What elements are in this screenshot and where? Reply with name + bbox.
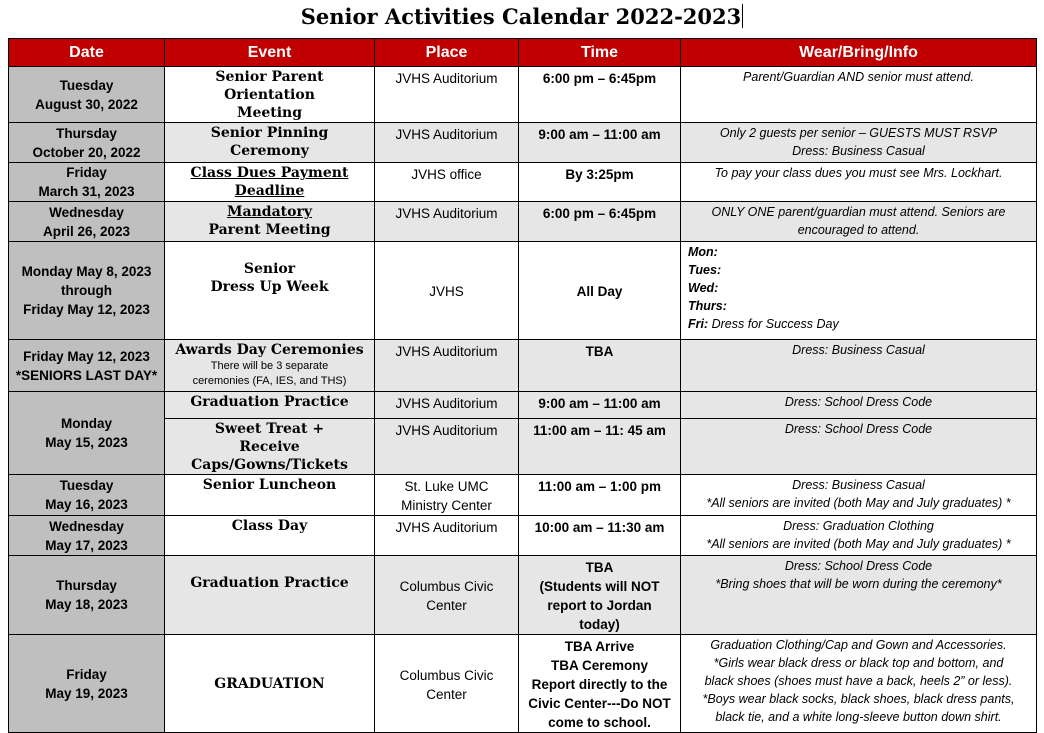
- date-line: Friday May 12, 2023: [23, 348, 150, 364]
- time-cell: 9:00 am – 11:00 am: [519, 123, 681, 163]
- place-cell: JVHS Auditorium: [375, 392, 519, 419]
- info-cell: Parent/Guardian AND senior must attend.: [681, 67, 1037, 123]
- event-cell: [165, 67, 375, 123]
- event-subtext: There will be 3 separate: [210, 360, 329, 372]
- date-cell: [9, 67, 165, 123]
- info-cell: To pay your class dues you must see Mrs. Lockhart.: [681, 163, 1037, 202]
- page-title: [0, 2, 1044, 32]
- place-cell: JVHS Auditorium: [375, 123, 519, 163]
- place-cell: JVHS Auditorium: [375, 202, 519, 242]
- date-cell: [9, 635, 165, 733]
- date-line: Tuesday: [59, 77, 114, 93]
- info-line: *All seniors are invited (both May and July graduates) *: [706, 496, 1011, 510]
- event-line: Dress Up Week: [210, 279, 329, 295]
- info-cell: Dress: School Dress Code: [681, 419, 1037, 475]
- time-line: TBA Ceremony: [550, 658, 649, 673]
- event-line: Sweet Treat +: [214, 421, 325, 437]
- info-line: Dress: School Dress Code: [784, 559, 933, 573]
- place-cell: JVHS office: [375, 163, 519, 202]
- time-cell: 6:00 pm – 6:45pm: [519, 202, 681, 242]
- date-line: May 15, 2023: [45, 435, 128, 450]
- info-cell: [681, 635, 1037, 733]
- place-cell: JVHS Auditorium: [375, 516, 519, 556]
- info-line: encouraged to attend.: [797, 223, 920, 237]
- info-cell: Dress: Business Casual: [681, 340, 1037, 392]
- info-cell: Dress: School Dress Code: [681, 392, 1037, 419]
- event-line: Senior Parent Orientation: [215, 69, 324, 103]
- day-label: Tues:: [688, 263, 722, 277]
- date-line: May 16, 2023: [45, 497, 128, 512]
- table-row: [9, 556, 1037, 635]
- date-line: March 31, 2023: [38, 184, 135, 199]
- event-cell: Senior Pinning Ceremony: [165, 123, 375, 163]
- event-cell: Senior Luncheon: [165, 475, 375, 516]
- table-row: [9, 123, 1037, 163]
- date-cell: [9, 516, 165, 556]
- date-line: May 17, 2023: [45, 537, 128, 553]
- date-line: October 20, 2022: [32, 144, 141, 160]
- info-line: [688, 261, 1032, 279]
- table-row: [9, 202, 1037, 242]
- date-line: Wednesday: [49, 518, 124, 534]
- info-cell: [681, 242, 1037, 340]
- table-row: [9, 242, 1037, 340]
- place-cell: [375, 475, 519, 516]
- day-label: Mon:: [688, 245, 718, 259]
- event-cell: [165, 202, 375, 242]
- date-line: Friday May 12, 2023: [23, 302, 150, 317]
- table-row: [9, 340, 1037, 392]
- info-line: *Boys wear black socks, black shoes, black dress pants,: [702, 692, 1015, 706]
- date-line: May 19, 2023: [45, 685, 128, 701]
- info-line: [688, 279, 1032, 297]
- info-cell: [681, 475, 1037, 516]
- time-line: TBA Arrive: [564, 639, 635, 654]
- info-cell: [681, 516, 1037, 556]
- table-row: [9, 516, 1037, 556]
- time-cell: By 3:25pm: [519, 163, 681, 202]
- day-label: Fri:: [688, 317, 709, 331]
- table-row: [9, 67, 1037, 123]
- time-cell: [519, 556, 681, 635]
- time-cell: 9:00 am – 11:00 am: [519, 392, 681, 419]
- time-cell: 10:00 am – 11:30 am: [519, 516, 681, 556]
- time-cell: 11:00 am – 1:00 pm: [519, 475, 681, 516]
- event-line: Receive Caps/Gowns/Tickets: [191, 439, 348, 473]
- event-cell: [165, 242, 375, 340]
- info-line: *Bring shoes that will be worn during the ceremony*: [715, 577, 1002, 591]
- event-cell: Graduation Practice: [165, 556, 375, 635]
- info-cell: [681, 556, 1037, 635]
- info-line: Graduation Clothing/Cap and Gown and Accessories.: [710, 638, 1007, 652]
- date-cell: [9, 475, 165, 516]
- time-cell: 6:00 pm – 6:45pm: [519, 67, 681, 123]
- time-line: report to Jordan: [547, 598, 652, 613]
- time-cell: 11:00 am – 11: 45 am: [519, 419, 681, 475]
- event-cell: [165, 163, 375, 202]
- date-line: through: [61, 283, 112, 298]
- date-line: April 26, 2023: [42, 223, 131, 239]
- info-line: Dress: Business Casual: [792, 478, 925, 492]
- date-cell: [9, 202, 165, 242]
- info-line: *Girls wear black dress or black top and bottom, and: [713, 656, 1004, 670]
- info-cell: [681, 123, 1037, 163]
- info-line: Only 2 guests per senior – GUESTS MUST RSVP: [719, 126, 998, 140]
- time-line: (Students will NOT: [539, 579, 660, 594]
- date-line: August 30, 2022: [35, 96, 138, 112]
- time-cell: TBA: [519, 340, 681, 392]
- info-line: ONLY ONE parent/guardian must attend. Seniors are: [711, 205, 1006, 219]
- time-line: Civic Center---Do NOT: [528, 696, 671, 711]
- date-line: Thursday: [56, 578, 117, 593]
- info-line: black tie, and a white long-sleeve button down shirt.: [715, 710, 1002, 724]
- event-cell: GRADUATION: [165, 635, 375, 733]
- place-cell: JVHS Auditorium: [375, 419, 519, 475]
- event-cell: Graduation Practice: [165, 392, 375, 419]
- time-line: TBA: [585, 560, 614, 575]
- info-line: [688, 243, 1032, 261]
- day-note: Dress for Success Day: [708, 317, 839, 331]
- header-place: Place: [375, 39, 519, 67]
- date-cell: [9, 392, 165, 475]
- place-line: St. Luke UMC: [404, 479, 489, 494]
- time-cell: [519, 635, 681, 733]
- info-line: black shoes (shoes must have a back, heels 2” or less).: [704, 674, 1013, 688]
- event-line: Class Dues Payment Deadline: [190, 165, 349, 199]
- place-line: Center: [426, 598, 467, 613]
- table-row: [9, 635, 1037, 733]
- event-line: Senior: [243, 261, 296, 277]
- info-line: Dress: Business Casual: [792, 144, 925, 158]
- date-cell: [9, 242, 165, 340]
- info-line: [688, 297, 1032, 315]
- place-line: Ministry Center: [401, 498, 492, 513]
- event-cell: [165, 340, 375, 392]
- date-line: Tuesday: [59, 478, 114, 493]
- time-line: today): [579, 617, 620, 632]
- text-cursor: [742, 4, 743, 28]
- date-cell: [9, 123, 165, 163]
- place-line: Columbus Civic: [399, 667, 494, 683]
- date-cell: [9, 340, 165, 392]
- date-line: Thursday: [56, 125, 117, 141]
- place-line: Columbus Civic: [399, 579, 494, 594]
- event-line: Mandatory: [227, 204, 312, 220]
- place-line: Center: [426, 686, 467, 702]
- table-row: [9, 392, 1037, 419]
- calendar-table: [8, 38, 1037, 733]
- title-text: Senior Activities Calendar 2022-2023: [300, 4, 742, 29]
- table-row: [9, 475, 1037, 516]
- event-line: Awards Day Ceremonies: [175, 342, 364, 358]
- place-cell: JVHS Auditorium: [375, 67, 519, 123]
- event-cell: [165, 419, 375, 475]
- time-cell: All Day: [519, 242, 681, 340]
- header-event: Event: [165, 39, 375, 67]
- event-subtext: ceremonies (FA, IES, and THS): [192, 375, 347, 387]
- event-cell: Class Day: [165, 516, 375, 556]
- place-cell: [375, 635, 519, 733]
- info-line: [688, 315, 1032, 333]
- date-cell: [9, 163, 165, 202]
- date-line: Monday May 8, 2023: [21, 264, 152, 279]
- info-line: Dress: Graduation Clothing: [783, 519, 934, 533]
- date-line: *SENIORS LAST DAY*: [15, 367, 158, 383]
- table-row: [9, 163, 1037, 202]
- info-cell: [681, 202, 1037, 242]
- event-line: Meeting: [236, 105, 303, 121]
- date-line: Friday: [66, 666, 107, 682]
- date-cell: [9, 556, 165, 635]
- day-label: Wed:: [688, 281, 719, 295]
- event-line: Parent Meeting: [208, 222, 331, 238]
- place-cell: JVHS: [375, 242, 519, 340]
- header-time: Time: [519, 39, 681, 67]
- header-date: Date: [9, 39, 165, 67]
- info-line: *All seniors are invited (both May and July graduates) *: [706, 537, 1011, 551]
- date-line: Wednesday: [49, 204, 124, 220]
- header-info: Wear/Bring/Info: [681, 39, 1037, 67]
- day-label: Thurs:: [688, 299, 727, 313]
- place-cell: [375, 556, 519, 635]
- time-line: Report directly to the: [531, 677, 668, 692]
- date-line: May 18, 2023: [45, 597, 128, 612]
- header-row: [9, 39, 1037, 67]
- place-cell: JVHS Auditorium: [375, 340, 519, 392]
- date-line: Friday: [66, 165, 107, 180]
- time-line: come to school.: [548, 715, 651, 730]
- date-line: Monday: [60, 416, 112, 431]
